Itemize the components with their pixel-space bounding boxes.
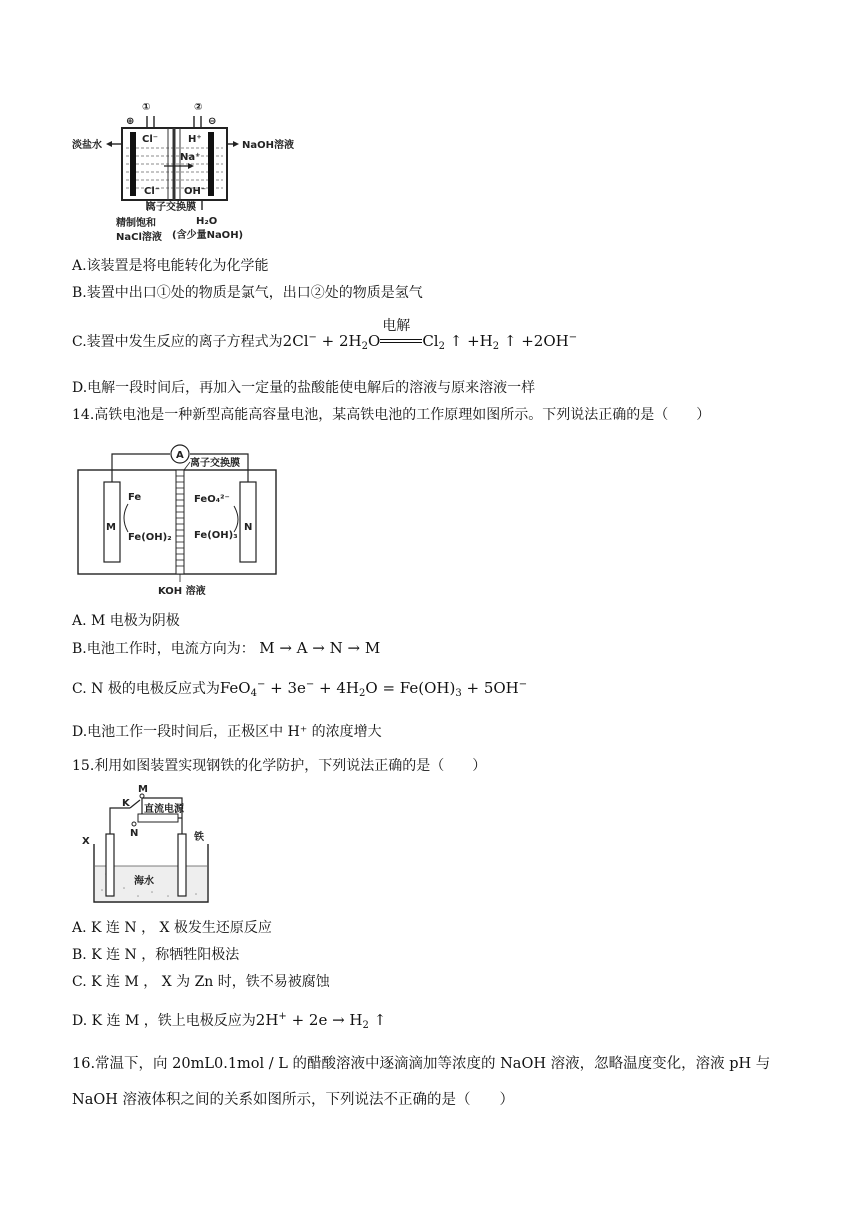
q14-option-c-prefix: C. N 极的电极反应式为 xyxy=(72,681,220,697)
q15-option-b: B. K 连 N ，称牺牲阳极法 xyxy=(72,947,240,963)
switch-n-label: N xyxy=(130,828,139,839)
brine-in-label-2: NaCl溶液 xyxy=(116,232,162,243)
q15-option-c: C. K 连 M ， X 为 Zn 时，铁不易被腐蚀 xyxy=(72,974,330,990)
switch-m-label: M xyxy=(138,784,148,795)
seawater-label: 海水 xyxy=(134,876,154,887)
water-in-label-1: H₂O xyxy=(196,216,218,227)
electrode-n-label: N xyxy=(244,522,253,533)
cl-bottom-label: Cl⁻ xyxy=(144,186,161,197)
cathode-minus-label: ⊖ xyxy=(208,116,217,127)
na-label: Na⁺ xyxy=(180,152,201,163)
h-top-label: H⁺ xyxy=(188,134,202,145)
q15-option-d: D. K 连 M ，铁上电极反应为$2H^+ + 2e \to H_2$ ↑ xyxy=(72,1011,387,1031)
q15-stem: 15.利用如图装置实现钢铁的化学防护，下列说法正确的是（ ） xyxy=(72,758,487,774)
q13-option-c: C.装置中发生反应的离子方程式为$2Cl^- + 2H_2O$ 电解 $Cl_2$ ↑ $+H_2$ ↑ +2OH− xyxy=(72,318,578,352)
membrane-label: 离子交换膜 xyxy=(146,202,196,213)
iron-label: 铁 xyxy=(194,832,204,843)
electrode-x-label: X xyxy=(82,836,90,847)
dilute-brine-label: 淡盐水 xyxy=(72,140,102,151)
brine-in-label-1: 精制饱和 xyxy=(116,218,156,229)
q13-option-c-prefix: C.装置中发生反应的离子方程式为 xyxy=(72,334,283,350)
water-in-label-2: (含少量NaOH) xyxy=(172,230,244,241)
q14-option-d: D.电池工作一段时间后，正极区中 H⁺ 的浓度增大 xyxy=(72,724,382,740)
battery-membrane-label: 离子交换膜 xyxy=(190,458,240,469)
anode-plus-label: ⊕ xyxy=(126,116,135,127)
electrolysis-cell-figure xyxy=(72,98,302,246)
q13-option-a: A.该装置是将电能转化为化学能 xyxy=(72,258,269,274)
q15-option-a: A. K 连 N ， X 极发生还原反应 xyxy=(72,920,272,936)
electrolysis-arrow xyxy=(380,318,422,352)
naoh-out-label: NaOH溶液 xyxy=(242,140,294,151)
q14-option-b xyxy=(72,638,380,659)
cl-top-label: Cl⁻ xyxy=(142,134,159,145)
q14-option-c: C. N 极的电极反应式为$FeO_4^- + 3e^- + 4H_2O = Fe(OH)_3 + 5OH^-$ xyxy=(72,679,528,699)
outlet-2-label: ② xyxy=(194,102,203,113)
electrolysis-condition: 电解 xyxy=(382,318,411,334)
iron-battery-figure xyxy=(72,440,282,600)
q14-option-b-prefix: B.电池工作时，电流方向为： xyxy=(72,641,255,657)
q14-current-path: M → A → N → M xyxy=(259,639,381,657)
koh-label: KOH 溶液 xyxy=(158,586,206,597)
oh-bottom-label: OH⁻ xyxy=(184,186,207,197)
feoh2-label: Fe(OH)₂ xyxy=(128,532,172,543)
ammeter-label: A xyxy=(176,450,184,461)
q14-option-a: A. M 电极为阴极 xyxy=(72,613,180,629)
feo4-label: FeO₄²⁻ xyxy=(194,494,230,505)
fe-label: Fe xyxy=(128,492,142,503)
outlet-1-label: ① xyxy=(142,102,151,113)
q16-stem-line-1: 16.常温下，向 20mL0.1mol / L 的醋酸溶液中逐滴滴加等浓度的 NaOH 溶液，忽略温度变化，溶液 pH 与 xyxy=(72,1056,771,1072)
electrode-m-label: M xyxy=(106,522,116,533)
dc-power-label: 直流电源 xyxy=(144,804,184,815)
q13-option-b: B.装置中出口①处的物质是氯气，出口②处的物质是氢气 xyxy=(72,285,423,301)
q15-option-d-prefix: D. K 连 M ，铁上电极反应为 xyxy=(72,1013,256,1029)
steel-protection-figure xyxy=(72,784,222,914)
q14-stem: 14.高铁电池是一种新型高能高容量电池，某高铁电池的工作原理如图所示。下列说法正确的是（ ） xyxy=(72,407,711,423)
switch-k-label: K xyxy=(122,798,130,809)
feoh3-label: Fe(OH)₃ xyxy=(194,530,238,541)
q13-option-d: D.电解一段时间后，再加入一定量的盐酸能使电解后的溶液与原来溶液一样 xyxy=(72,380,536,396)
q16-stem-line-2: NaOH 溶液体积之间的关系如图所示，下列说法不正确的是（ ） xyxy=(72,1092,514,1108)
